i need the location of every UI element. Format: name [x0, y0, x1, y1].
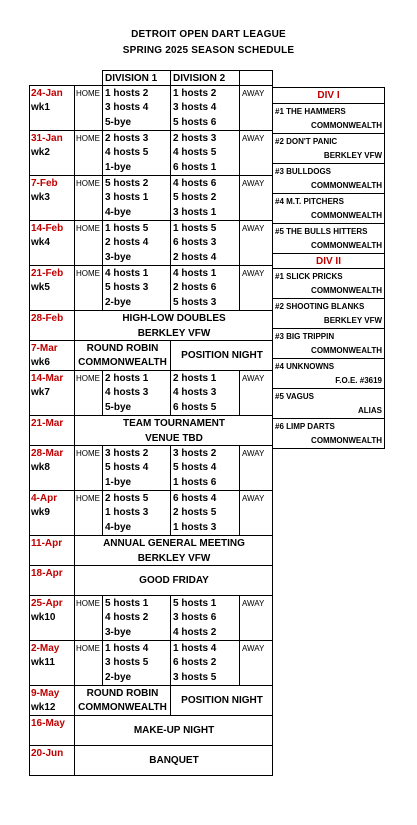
week-date: 14-Mar	[29, 370, 74, 385]
team-name: #5 THE BULLS HITTERS	[273, 223, 384, 238]
event-venue: COMMONWEALTH	[78, 356, 167, 368]
away-label: AWAY	[239, 445, 273, 460]
team-venue: BERKLEY VFW	[323, 151, 382, 160]
division-1-match: 5-bye	[102, 115, 170, 130]
round-robin-event	[75, 341, 170, 370]
division-1-match: 4 hosts 1	[102, 265, 170, 280]
week-date: 28-Mar	[29, 445, 74, 460]
special-event	[75, 746, 273, 776]
week-date: 14-Feb	[29, 220, 74, 235]
division-1-match: 5 hosts 3	[102, 280, 170, 295]
league-title: DETROIT OPEN DART LEAGUE	[131, 29, 286, 40]
division-2-match: 2 hosts 3	[170, 130, 239, 145]
match-row	[29, 100, 273, 115]
division-2-match: 4 hosts 1	[170, 265, 239, 280]
match-row	[29, 445, 273, 460]
team-name: #1 SLICK PRICKS	[273, 268, 384, 283]
away-label: AWAY	[239, 220, 273, 235]
event-date: 20-Jun	[29, 745, 74, 760]
match-row	[29, 250, 273, 265]
team-roster	[272, 87, 385, 449]
week-number: wk1	[31, 102, 50, 113]
match-row	[29, 295, 273, 310]
match-row	[29, 85, 273, 100]
position-night-event: POSITION NIGHT	[181, 350, 263, 361]
division-2-match: 2 hosts 4	[170, 250, 239, 265]
special-event	[75, 536, 273, 566]
division-2-match: 6 hosts 5	[170, 400, 239, 415]
event-date: 28-Feb	[29, 310, 74, 325]
event-date: 18-Apr	[29, 565, 74, 580]
match-row	[29, 190, 273, 205]
match-row	[29, 490, 273, 505]
division-1-match: 1 hosts 3	[102, 505, 170, 520]
week-number: wk9	[31, 507, 50, 518]
division-2-match: 6 hosts 4	[170, 490, 239, 505]
match-row	[29, 130, 273, 145]
division-1-match: 3-bye	[102, 250, 170, 265]
division-1-match: 3-bye	[102, 625, 170, 640]
match-row	[29, 220, 273, 235]
week-number: wk11	[31, 657, 55, 668]
division-2-match: 5 hosts 2	[170, 190, 239, 205]
week-number: wk3	[31, 192, 50, 203]
week-number: wk7	[31, 387, 50, 398]
away-label: AWAY	[239, 130, 273, 145]
event-title: TEAM TOURNAMENT	[122, 417, 226, 429]
division-1-match: 2 hosts 4	[102, 235, 170, 250]
division-2-match: 4 hosts 5	[170, 145, 239, 160]
special-event	[75, 566, 273, 596]
week-number: wk6	[31, 357, 50, 368]
match-row	[29, 160, 273, 175]
division-2-match: 4 hosts 2	[170, 625, 239, 640]
home-label: HOME	[74, 370, 102, 385]
division-2-match: 3 hosts 2	[170, 445, 239, 460]
week-date: 2-May	[29, 640, 74, 655]
match-row	[29, 520, 273, 535]
home-label: HOME	[74, 175, 102, 190]
team-venue: BERKLEY VFW	[323, 316, 382, 325]
team-venue: COMMONWEALTH	[311, 181, 382, 190]
away-label: AWAY	[239, 490, 273, 505]
schedule-table	[29, 70, 273, 775]
division-1-match: 1 hosts 2	[102, 85, 170, 100]
special-event	[75, 416, 273, 446]
header-row	[29, 70, 273, 85]
team-name: #6 LIMP DARTS	[273, 418, 384, 433]
team-venue: COMMONWEALTH	[311, 346, 382, 355]
event-line: ROUND ROBIN	[86, 342, 159, 354]
week-date: 7-Feb	[29, 175, 74, 190]
match-row	[29, 175, 273, 190]
home-label: HOME	[74, 265, 102, 280]
season-subtitle: SPRING 2025 SEASON SCHEDULE	[122, 45, 295, 56]
event-title: ANNUAL GENERAL MEETING	[103, 537, 245, 549]
div-2-label: DIV II	[273, 253, 384, 268]
div-1-label: DIV I	[317, 90, 340, 101]
match-row	[29, 115, 273, 130]
division-1-match: 3 hosts 4	[102, 100, 170, 115]
division-1-match: 5 hosts 1	[102, 595, 170, 610]
division-1-match: 4-bye	[102, 520, 170, 535]
match-row	[29, 640, 273, 655]
team-name: #1 THE HAMMERS	[273, 103, 384, 118]
away-label: AWAY	[239, 175, 273, 190]
away-label: AWAY	[239, 595, 273, 610]
division-2-match: 4 hosts 3	[170, 385, 239, 400]
division-2-match: 3 hosts 1	[170, 205, 239, 220]
division-1-match: 1 hosts 5	[102, 220, 170, 235]
team-name: #5 VAGUS	[273, 388, 384, 403]
division-2-match: 5 hosts 1	[170, 595, 239, 610]
division-1-match: 5 hosts 4	[102, 460, 170, 475]
match-row	[29, 400, 273, 415]
week-number: wk4	[31, 237, 50, 248]
week-number: wk8	[31, 462, 50, 473]
division-1-match: 2 hosts 1	[102, 370, 170, 385]
event-title: HIGH-LOW DOUBLES	[122, 312, 226, 324]
team-venue: COMMONWEALTH	[311, 436, 382, 445]
week-number: wk5	[31, 282, 50, 293]
event-venue: BERKLEY VFW	[137, 327, 211, 339]
team-name: #2 SHOOTING BLANKS	[273, 298, 384, 313]
team-venue: COMMONWEALTH	[311, 121, 382, 130]
division-1-match: 3 hosts 1	[102, 190, 170, 205]
division-1-match: 5-bye	[102, 400, 170, 415]
team-venue: F.O.E. #3619	[335, 376, 382, 385]
event-line: ROUND ROBIN	[86, 687, 159, 699]
match-row	[29, 385, 273, 400]
division-2-match: 5 hosts 6	[170, 115, 239, 130]
event-date: 16-May	[29, 715, 74, 730]
event-title: BANQUET	[149, 754, 199, 766]
event-date: 7-Mar	[29, 340, 74, 355]
team-name: #4 M.T. PITCHERS	[273, 193, 384, 208]
week-date: 25-Apr	[29, 595, 74, 610]
division-1-match: 2-bye	[102, 295, 170, 310]
away-label: AWAY	[239, 640, 273, 655]
division-1-match: 2-bye	[102, 670, 170, 685]
division-2-match: 4 hosts 6	[170, 175, 239, 190]
match-row	[29, 505, 273, 520]
event-venue: VENUE TBD	[145, 432, 203, 444]
division-2-match: 5 hosts 3	[170, 295, 239, 310]
team-name: #4 UNKNOWNS	[273, 358, 384, 373]
match-row	[29, 625, 273, 640]
week-date: 4-Apr	[29, 490, 74, 505]
home-label: HOME	[74, 445, 102, 460]
special-event	[75, 716, 273, 746]
away-label: AWAY	[239, 265, 273, 280]
match-row	[29, 460, 273, 475]
division-1-match: 2 hosts 5	[102, 490, 170, 505]
division-2-match: 6 hosts 1	[170, 160, 239, 175]
division-2-match: 1 hosts 5	[170, 220, 239, 235]
team-venue: ALIAS	[358, 406, 382, 415]
team-venue: COMMONWEALTH	[311, 241, 382, 250]
home-label: HOME	[74, 130, 102, 145]
division-2-match: 6 hosts 3	[170, 235, 239, 250]
away-label: AWAY	[239, 370, 273, 385]
division-1-match: 5 hosts 2	[102, 175, 170, 190]
match-row	[29, 235, 273, 250]
match-row	[29, 610, 273, 625]
division-2-match: 5 hosts 4	[170, 460, 239, 475]
match-row	[29, 145, 273, 160]
position-night-event: POSITION NIGHT	[181, 695, 263, 706]
division-1-match: 4 hosts 5	[102, 145, 170, 160]
event-date: 9-May	[29, 685, 74, 700]
event-venue: COMMONWEALTH	[78, 701, 167, 713]
match-row	[29, 265, 273, 280]
event-date: 11-Apr	[29, 535, 74, 550]
week-date: 24-Jan	[29, 85, 74, 100]
team-venue: COMMONWEALTH	[311, 286, 382, 295]
division-1-match: 1-bye	[102, 160, 170, 175]
team-venue: COMMONWEALTH	[311, 211, 382, 220]
week-date: 21-Feb	[29, 265, 74, 280]
division-2-match: 2 hosts 1	[170, 370, 239, 385]
division-2-match: 2 hosts 5	[170, 505, 239, 520]
event-title: GOOD FRIDAY	[139, 574, 209, 586]
division-1-match: 4 hosts 2	[102, 610, 170, 625]
division-2-match: 3 hosts 4	[170, 100, 239, 115]
division-2-match: 3 hosts 5	[170, 670, 239, 685]
division-1-match: 3 hosts 5	[102, 655, 170, 670]
event-venue: BERKLEY VFW	[137, 552, 211, 564]
match-row	[29, 655, 273, 670]
division-1-header: DIVISION 1	[102, 70, 170, 85]
event-title: MAKE-UP NIGHT	[133, 724, 215, 736]
match-row	[29, 205, 273, 220]
away-label: AWAY	[239, 85, 273, 100]
division-2-match: 3 hosts 6	[170, 610, 239, 625]
team-name: #3 BULLDOGS	[273, 163, 384, 178]
home-label: HOME	[74, 85, 102, 100]
division-2-header: DIVISION 2	[170, 70, 239, 85]
division-1-match: 4-bye	[102, 205, 170, 220]
week-number: wk10	[31, 612, 56, 623]
match-row	[29, 475, 273, 490]
match-row	[29, 670, 273, 685]
team-name: #2 DON'T PANIC	[273, 133, 384, 148]
round-robin-event	[75, 686, 170, 715]
match-row	[29, 280, 273, 295]
division-1-match: 3 hosts 2	[102, 445, 170, 460]
division-2-match: 6 hosts 2	[170, 655, 239, 670]
special-event	[75, 311, 273, 341]
division-1-match: 1-bye	[102, 475, 170, 490]
division-2-match: 1 hosts 2	[170, 85, 239, 100]
match-row	[29, 595, 273, 610]
week-number: wk2	[31, 147, 50, 158]
division-2-match: 1 hosts 4	[170, 640, 239, 655]
division-2-match: 1 hosts 6	[170, 475, 239, 490]
home-label: HOME	[74, 220, 102, 235]
week-date: 31-Jan	[29, 130, 74, 145]
home-label: HOME	[74, 490, 102, 505]
division-2-match: 2 hosts 6	[170, 280, 239, 295]
division-1-match: 2 hosts 3	[102, 130, 170, 145]
week-number: wk12	[31, 702, 56, 713]
division-2-match: 1 hosts 3	[170, 520, 239, 535]
home-label: HOME	[74, 595, 102, 610]
division-1-match: 1 hosts 4	[102, 640, 170, 655]
division-1-match: 4 hosts 3	[102, 385, 170, 400]
team-name: #3 BIG TRIPPIN	[273, 328, 384, 343]
event-date: 21-Mar	[29, 415, 74, 430]
match-row	[29, 370, 273, 385]
home-label: HOME	[74, 640, 102, 655]
